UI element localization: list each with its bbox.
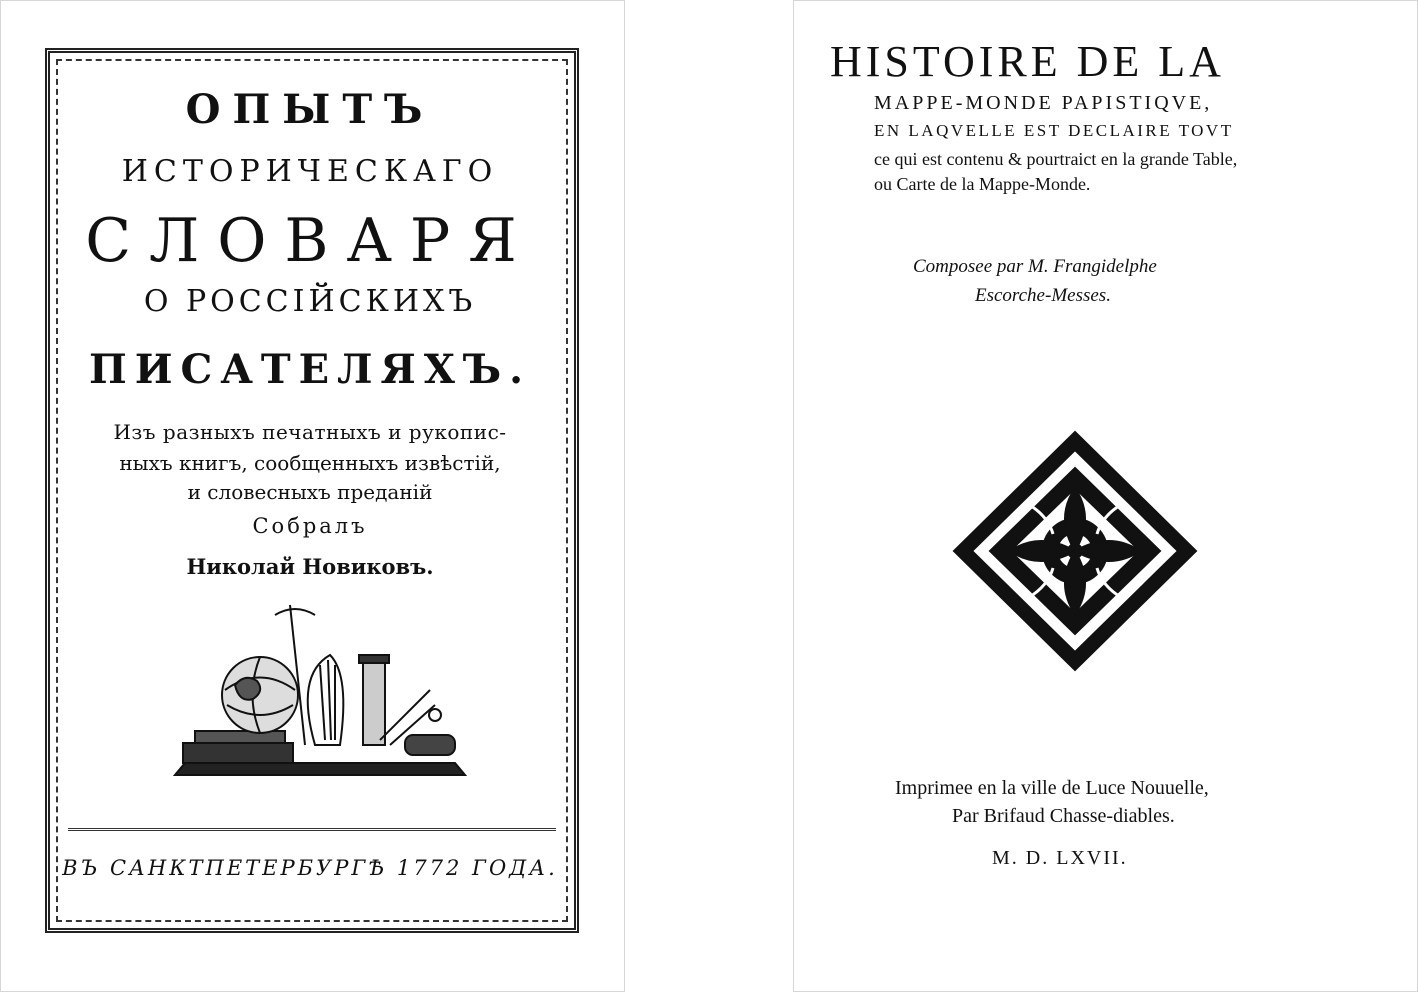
fr-printer-line-2: Par Brifaud Chasse-diables. <box>952 805 1175 827</box>
fr-subtitle-line-2: EN LAQVELLE EST DECLAIRE TOVT <box>874 121 1234 140</box>
fr-subtitle-line-3: ce qui est contenu & pourtraict en la grande Table, <box>874 149 1238 169</box>
ru-compiled-by: Собралъ <box>252 514 368 538</box>
ru-author: Николай Новиковъ. <box>186 554 434 579</box>
fr-year: M. D. LXVII. <box>992 847 1128 869</box>
fr-subtitle-line-4: ou Carte de la Mappe-Monde. <box>874 174 1091 194</box>
ru-subtitle-line-1: Изъ разныхъ печатныхъ и рукопис- <box>113 420 507 444</box>
fr-author-line-1: Composee par M. Frangidelphe <box>913 256 1157 277</box>
fr-author-line-2: Escorche-Messes. <box>975 285 1111 306</box>
ru-title-line-4: О РОССІЙСКИХЪ <box>143 284 477 319</box>
ru-subtitle-line-2: ныхъ книгъ, сообщенныхъ извѣстій, <box>119 451 501 475</box>
ru-title-line-1: ОПЫТЪ <box>185 86 435 133</box>
fr-subtitle-line-1: MAPPE-MONDE PAPISTIQVE, <box>874 92 1213 114</box>
still-life-engraving <box>165 595 475 790</box>
ru-title-line-3: СЛОВАРЯ <box>85 206 535 276</box>
ru-title-line-5: ПИСАТЕЛЯХЪ. <box>88 346 532 393</box>
imprint-divider <box>68 828 556 831</box>
ru-subtitle-line-3: и словесныхъ преданій <box>187 480 433 504</box>
ru-imprint: ВЪ САНКТПЕТЕРБУРГѢ 1772 ГОДА. <box>62 856 558 880</box>
fr-printer-line-1: Imprimee en la ville de Luce Nouuelle, <box>895 777 1209 799</box>
ru-title-line-2: ИСТОРИЧЕСКАГО <box>121 154 499 189</box>
fleuron-ornament <box>950 428 1200 674</box>
fr-title: HISTOIRE DE LA <box>830 37 1225 86</box>
